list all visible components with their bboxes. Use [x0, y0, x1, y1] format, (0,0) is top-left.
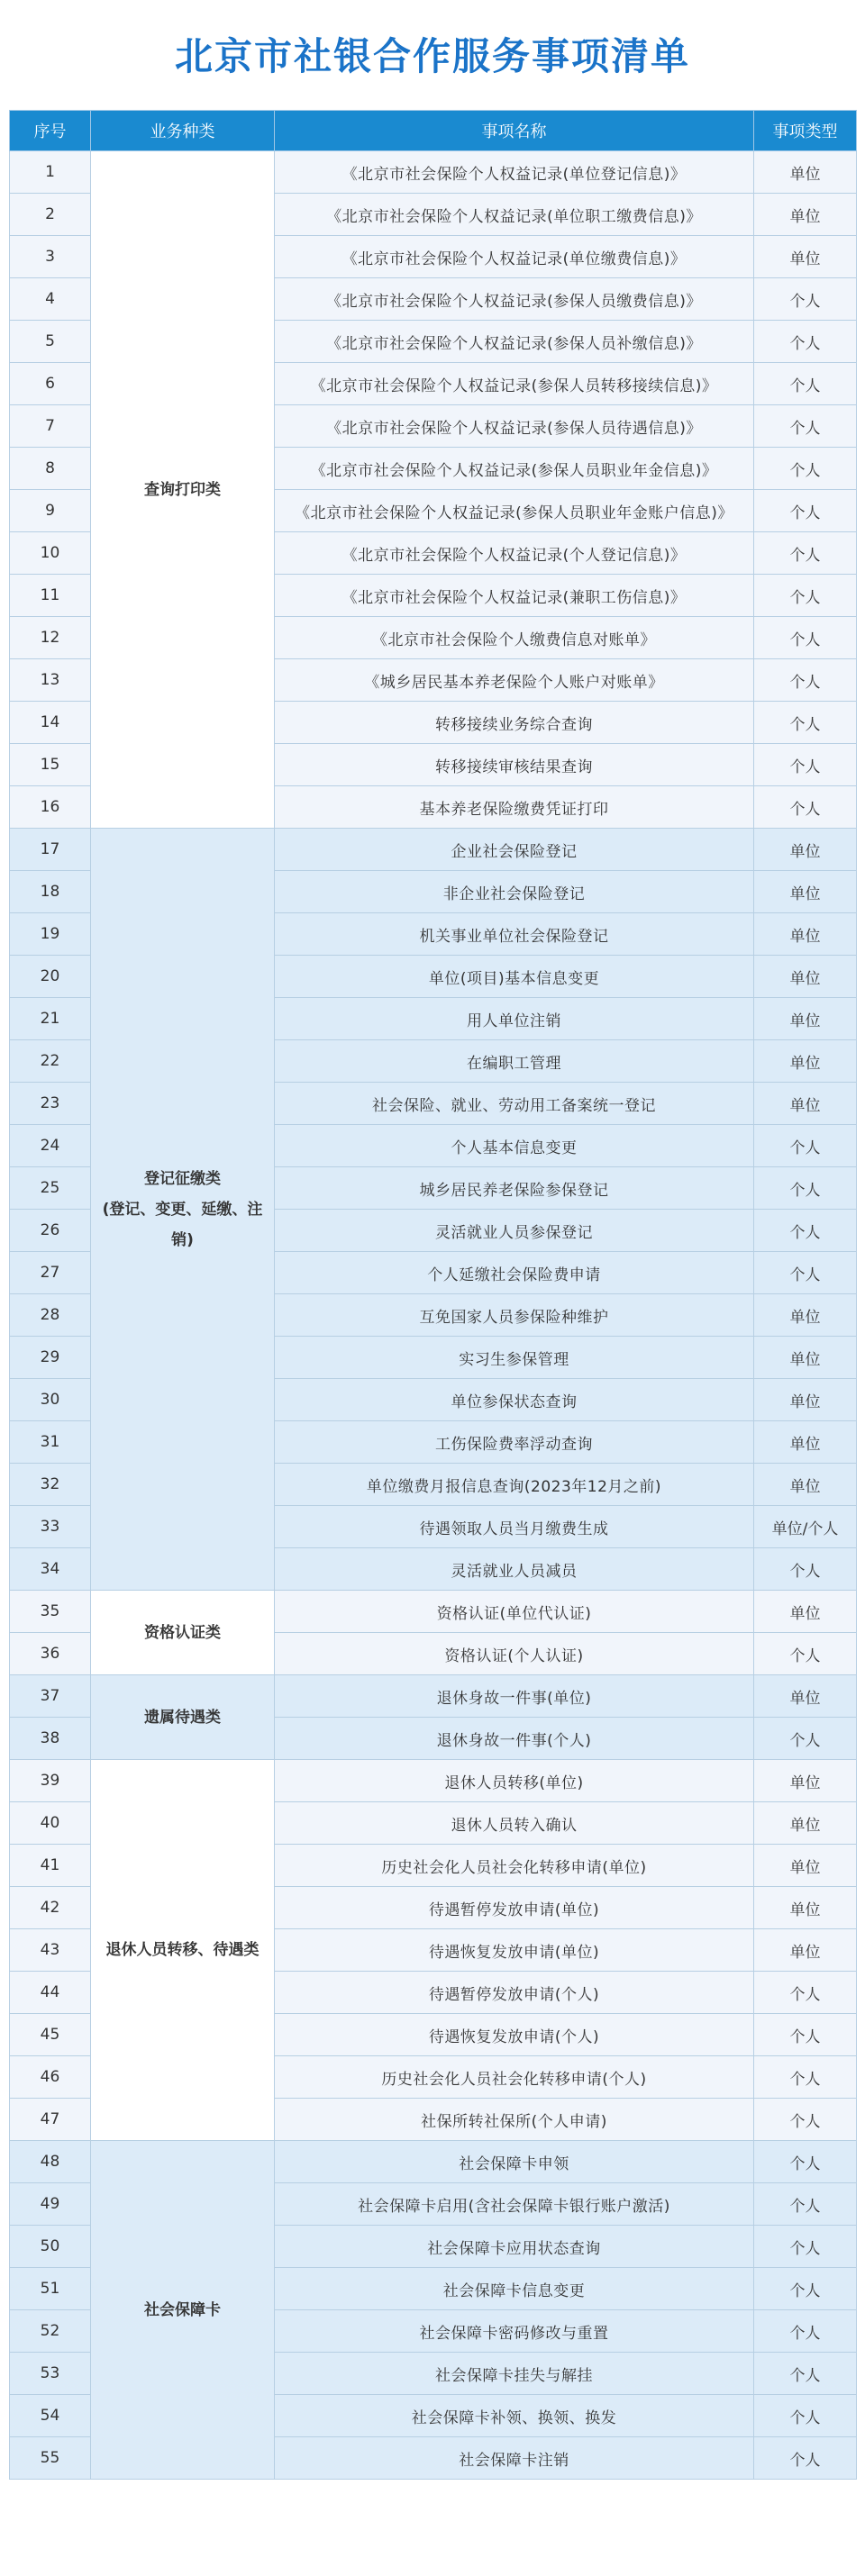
- row-number: 41: [10, 1845, 91, 1887]
- item-name: 《北京市社会保险个人缴费信息对账单》: [275, 617, 754, 659]
- header-item-type: 事项类型: [754, 111, 857, 151]
- item-type: 单位: [754, 1379, 857, 1421]
- row-number: 31: [10, 1421, 91, 1464]
- category-label: 登记征缴类: [144, 1169, 221, 1188]
- item-name: 社会保障卡挂失与解挂: [275, 2353, 754, 2395]
- page-title: 北京市社银合作服务事项清单: [174, 34, 690, 78]
- row-number: 29: [10, 1337, 91, 1379]
- row-number: 49: [10, 2183, 91, 2226]
- item-name: 退休人员转入确认: [275, 1802, 754, 1845]
- item-type: 个人: [754, 278, 857, 321]
- item-type: 个人: [754, 2056, 857, 2099]
- item-type: 个人: [754, 702, 857, 744]
- item-type: 单位: [754, 1675, 857, 1718]
- item-name: 单位(项目)基本信息变更: [275, 956, 754, 998]
- item-name: 社会保障卡信息变更: [275, 2268, 754, 2310]
- row-number: 48: [10, 2141, 91, 2183]
- item-name: 《城乡居民基本养老保险个人账户对账单》: [275, 659, 754, 702]
- row-number: 42: [10, 1887, 91, 1929]
- item-type: 个人: [754, 2437, 857, 2480]
- item-type: 个人: [754, 2141, 857, 2183]
- row-number: 46: [10, 2056, 91, 2099]
- item-name: 《北京市社会保险个人权益记录(参保人员转移接续信息)》: [275, 363, 754, 405]
- row-number: 18: [10, 871, 91, 913]
- row-number: 12: [10, 617, 91, 659]
- row-number: 6: [10, 363, 91, 405]
- row-number: 44: [10, 1972, 91, 2014]
- item-type: 单位: [754, 1040, 857, 1083]
- item-name: 企业社会保险登记: [275, 829, 754, 871]
- row-number: 25: [10, 1167, 91, 1210]
- category-group: [10, 829, 857, 1591]
- item-name: 非企业社会保险登记: [275, 871, 754, 913]
- item-type: 个人: [754, 490, 857, 532]
- row-number: 28: [10, 1294, 91, 1337]
- category-cell: [91, 1591, 275, 1675]
- item-type: 单位: [754, 1421, 857, 1464]
- item-type: 个人: [754, 2395, 857, 2437]
- item-name: 资格认证(单位代认证): [275, 1591, 754, 1633]
- item-name: 历史社会化人员社会化转移申请(个人): [275, 2056, 754, 2099]
- item-type: 个人: [754, 786, 857, 829]
- category-label: 社会保障卡: [144, 2300, 221, 2319]
- item-type: 个人: [754, 1548, 857, 1591]
- row-number: 14: [10, 702, 91, 744]
- row-number: 39: [10, 1760, 91, 1802]
- item-type: 单位: [754, 1464, 857, 1506]
- row-number: 7: [10, 405, 91, 448]
- category-cell: [91, 1760, 275, 2141]
- category-label: 资格认证类: [144, 1623, 221, 1642]
- item-type: 单位: [754, 1929, 857, 1972]
- row-number: 27: [10, 1252, 91, 1294]
- category-cell: [91, 2141, 275, 2480]
- item-name: 退休人员转移(单位): [275, 1760, 754, 1802]
- item-type: 个人: [754, 1210, 857, 1252]
- item-type: 单位: [754, 194, 857, 236]
- row-number: 50: [10, 2226, 91, 2268]
- row-number: 8: [10, 448, 91, 490]
- item-type: 个人: [754, 2310, 857, 2353]
- item-type: 个人: [754, 448, 857, 490]
- item-name: 《北京市社会保险个人权益记录(单位登记信息)》: [275, 151, 754, 194]
- item-name: 用人单位注销: [275, 998, 754, 1040]
- item-name: 社会保障卡注销: [275, 2437, 754, 2480]
- row-number: 19: [10, 913, 91, 956]
- item-name: 个人延缴社会保险费申请: [275, 1252, 754, 1294]
- item-type: 个人: [754, 405, 857, 448]
- item-type: 个人: [754, 1633, 857, 1675]
- item-name: 工伤保险费率浮动查询: [275, 1421, 754, 1464]
- item-type: 个人: [754, 2353, 857, 2395]
- item-type: 个人: [754, 1167, 857, 1210]
- item-type: 单位: [754, 1845, 857, 1887]
- item-type: 个人: [754, 744, 857, 786]
- row-number: 38: [10, 1718, 91, 1760]
- row-number: 45: [10, 2014, 91, 2056]
- row-number: 16: [10, 786, 91, 829]
- item-name: 互免国家人员参保险种维护: [275, 1294, 754, 1337]
- item-name: 《北京市社会保险个人权益记录(单位缴费信息)》: [275, 236, 754, 278]
- row-number: 21: [10, 998, 91, 1040]
- item-name: 《北京市社会保险个人权益记录(参保人员缴费信息)》: [275, 278, 754, 321]
- item-type: 个人: [754, 2226, 857, 2268]
- row-number: 52: [10, 2310, 91, 2353]
- row-number: 11: [10, 575, 91, 617]
- item-name: 待遇暂停发放申请(个人): [275, 1972, 754, 2014]
- row-number: 22: [10, 1040, 91, 1083]
- item-name: 单位参保状态查询: [275, 1379, 754, 1421]
- category-cell: [91, 1675, 275, 1760]
- item-type: 单位: [754, 1887, 857, 1929]
- item-type: 单位: [754, 236, 857, 278]
- item-name: 城乡居民养老保险参保登记: [275, 1167, 754, 1210]
- item-type: 单位: [754, 913, 857, 956]
- item-type: 个人: [754, 575, 857, 617]
- item-type: 单位: [754, 1760, 857, 1802]
- row-number: 47: [10, 2099, 91, 2141]
- item-name: 退休身故一件事(个人): [275, 1718, 754, 1760]
- header-item-name: 事项名称: [275, 111, 754, 151]
- category-label: 遗属待遇类: [144, 1708, 221, 1727]
- item-name: 《北京市社会保险个人权益记录(参保人员待遇信息)》: [275, 405, 754, 448]
- item-type: 个人: [754, 321, 857, 363]
- item-type: 个人: [754, 363, 857, 405]
- item-name: 社会保障卡申领: [275, 2141, 754, 2183]
- row-number: 4: [10, 278, 91, 321]
- item-name: 《北京市社会保险个人权益记录(参保人员职业年金账户信息)》: [275, 490, 754, 532]
- table-row: [10, 151, 857, 194]
- item-type: 个人: [754, 1718, 857, 1760]
- row-number: 20: [10, 956, 91, 998]
- row-number: 17: [10, 829, 91, 871]
- item-type: 个人: [754, 532, 857, 575]
- table-row: [10, 2141, 857, 2183]
- row-number: 53: [10, 2353, 91, 2395]
- item-name: 灵活就业人员参保登记: [275, 1210, 754, 1252]
- item-name: 《北京市社会保险个人权益记录(兼职工伤信息)》: [275, 575, 754, 617]
- item-type: 个人: [754, 1972, 857, 2014]
- item-type: 个人: [754, 2183, 857, 2226]
- item-name: 退休身故一件事(单位): [275, 1675, 754, 1718]
- row-number: 24: [10, 1125, 91, 1167]
- row-number: 35: [10, 1591, 91, 1633]
- table-row: [10, 1675, 857, 1718]
- category-cell: [91, 151, 275, 829]
- header-category: 业务种类: [91, 111, 275, 151]
- item-name: 待遇领取人员当月缴费生成: [275, 1506, 754, 1548]
- item-type: 单位: [754, 1337, 857, 1379]
- row-number: 2: [10, 194, 91, 236]
- item-name: 在编职工管理: [275, 1040, 754, 1083]
- item-name: 待遇暂停发放申请(单位): [275, 1887, 754, 1929]
- row-number: 43: [10, 1929, 91, 1972]
- item-type: 单位: [754, 151, 857, 194]
- row-number: 15: [10, 744, 91, 786]
- service-items-table: [9, 110, 857, 2480]
- item-type: 单位: [754, 1591, 857, 1633]
- row-number: 40: [10, 1802, 91, 1845]
- item-type: 单位/个人: [754, 1506, 857, 1548]
- item-type: 单位: [754, 956, 857, 998]
- row-number: 55: [10, 2437, 91, 2480]
- row-number: 30: [10, 1379, 91, 1421]
- item-name: 转移接续审核结果查询: [275, 744, 754, 786]
- row-number: 13: [10, 659, 91, 702]
- item-name: 灵活就业人员减员: [275, 1548, 754, 1591]
- item-name: 《北京市社会保险个人权益记录(参保人员补缴信息)》: [275, 321, 754, 363]
- row-number: 10: [10, 532, 91, 575]
- row-number: 54: [10, 2395, 91, 2437]
- item-name: 个人基本信息变更: [275, 1125, 754, 1167]
- item-type: 个人: [754, 1125, 857, 1167]
- item-type: 单位: [754, 1294, 857, 1337]
- item-type: 个人: [754, 2268, 857, 2310]
- row-number: 36: [10, 1633, 91, 1675]
- item-name: 待遇恢复发放申请(单位): [275, 1929, 754, 1972]
- category-group: [10, 151, 857, 829]
- item-name: 转移接续业务综合查询: [275, 702, 754, 744]
- item-name: 《北京市社会保险个人权益记录(个人登记信息)》: [275, 532, 754, 575]
- item-type: 个人: [754, 2099, 857, 2141]
- row-number: 1: [10, 151, 91, 194]
- table-row: [10, 1591, 857, 1633]
- header-no: 序号: [10, 111, 91, 151]
- category-label: 退休人员转移、待遇类: [105, 1941, 260, 1959]
- item-name: 社会保险、就业、劳动用工备案统一登记: [275, 1083, 754, 1125]
- row-number: 33: [10, 1506, 91, 1548]
- item-type: 单位: [754, 1802, 857, 1845]
- category-label: 查询打印类: [144, 480, 221, 499]
- item-name: 社会保障卡启用(含社会保障卡银行账户激活): [275, 2183, 754, 2226]
- item-name: 历史社会化人员社会化转移申请(单位): [275, 1845, 754, 1887]
- row-number: 34: [10, 1548, 91, 1591]
- row-number: 32: [10, 1464, 91, 1506]
- item-name: 社会保障卡应用状态查询: [275, 2226, 754, 2268]
- item-name: 机关事业单位社会保险登记: [275, 913, 754, 956]
- row-number: 9: [10, 490, 91, 532]
- item-name: 单位缴费月报信息查询(2023年12月之前): [275, 1464, 754, 1506]
- item-name: 《北京市社会保险个人权益记录(参保人员职业年金信息)》: [275, 448, 754, 490]
- item-type: 个人: [754, 659, 857, 702]
- item-type: 个人: [754, 1252, 857, 1294]
- category-cell: [91, 829, 275, 1591]
- row-number: 5: [10, 321, 91, 363]
- category-group: [10, 1760, 857, 2141]
- item-type: 单位: [754, 829, 857, 871]
- category-sublabel: (登记、变更、延缴、注销): [102, 1200, 263, 1249]
- row-number: 51: [10, 2268, 91, 2310]
- row-number: 3: [10, 236, 91, 278]
- row-number: 37: [10, 1675, 91, 1718]
- item-type: 单位: [754, 998, 857, 1040]
- category-group: [10, 1591, 857, 1675]
- item-name: 《北京市社会保险个人权益记录(单位职工缴费信息)》: [275, 194, 754, 236]
- item-name: 待遇恢复发放申请(个人): [275, 2014, 754, 2056]
- item-name: 资格认证(个人认证): [275, 1633, 754, 1675]
- item-name: 基本养老保险缴费凭证打印: [275, 786, 754, 829]
- table-row: [10, 1760, 857, 1802]
- table-header-row: [10, 111, 857, 151]
- row-number: 23: [10, 1083, 91, 1125]
- item-name: 社保所转社保所(个人申请): [275, 2099, 754, 2141]
- item-type: 个人: [754, 617, 857, 659]
- category-group: [10, 1675, 857, 1760]
- row-number: 26: [10, 1210, 91, 1252]
- item-name: 社会保障卡补领、换领、换发: [275, 2395, 754, 2437]
- category-group: [10, 2141, 857, 2480]
- table-row: [10, 829, 857, 871]
- item-type: 单位: [754, 871, 857, 913]
- item-type: 个人: [754, 2014, 857, 2056]
- item-type: 单位: [754, 1083, 857, 1125]
- item-name: 社会保障卡密码修改与重置: [275, 2310, 754, 2353]
- item-name: 实习生参保管理: [275, 1337, 754, 1379]
